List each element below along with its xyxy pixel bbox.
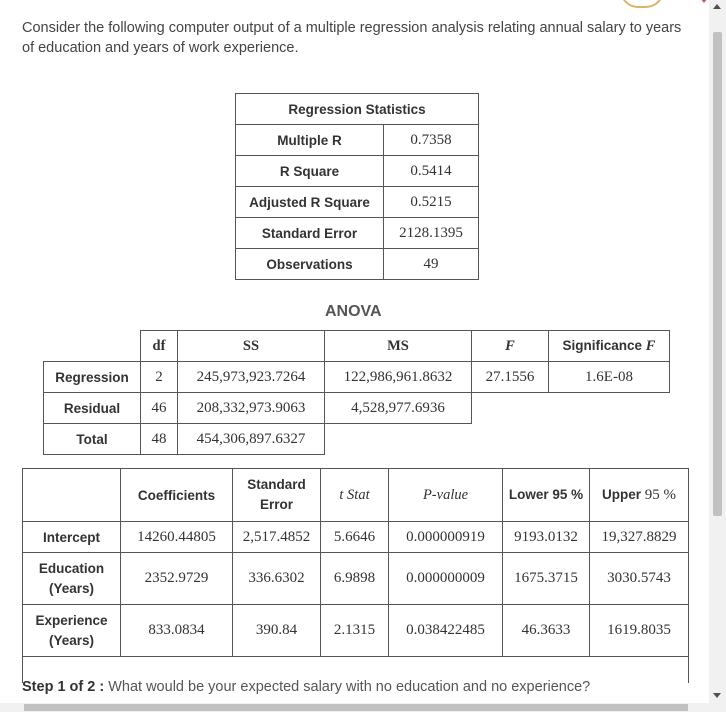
p-cell: 0.000000919 <box>389 522 503 553</box>
ss-cell: 454,306,897.6327 <box>178 424 325 455</box>
empty-cell <box>23 469 121 522</box>
table-row <box>236 156 479 187</box>
f-cell: 27.1556 <box>472 362 549 393</box>
table-row <box>236 249 479 280</box>
upper-cell: 3030.5743 <box>590 553 689 605</box>
standard-error-header: Standard Error <box>233 469 321 522</box>
t-cell: 2.1315 <box>321 605 389 657</box>
scroll-down-icon[interactable] <box>713 693 721 698</box>
coefficients-table <box>22 468 689 683</box>
stat-label: Adjusted R Square <box>236 187 384 218</box>
upper-pct: 95 % <box>644 486 676 503</box>
table-row <box>23 553 689 605</box>
lower-cell: 9193.0132 <box>503 522 590 553</box>
regression-statistics-title: Regression Statistics <box>236 94 479 125</box>
ms-cell: 122,986,961.8632 <box>325 362 472 393</box>
table-row <box>23 605 689 657</box>
upper-label: Upper <box>601 486 645 502</box>
significance-label: Significance <box>562 337 646 353</box>
stat-label: Standard Error <box>236 218 384 249</box>
f-header: F <box>472 331 549 362</box>
upper-cell: 1619.8035 <box>590 605 689 657</box>
vertical-scrollbar[interactable] <box>709 0 726 712</box>
row-label: Total <box>44 424 141 455</box>
p-cell: 0.000000009 <box>389 553 503 605</box>
step-label: Step 1 of 2 : <box>22 679 105 695</box>
badge-icon <box>620 0 664 8</box>
t-stat-header: t Stat <box>321 469 389 522</box>
coef-cell: 833.0834 <box>121 605 233 657</box>
table-row <box>236 125 479 156</box>
step-prompt <box>22 679 590 695</box>
table-row <box>236 218 479 249</box>
empty-cell <box>44 331 141 362</box>
table-row <box>44 424 670 455</box>
table-header-row <box>23 469 689 522</box>
ss-header: SS <box>178 331 325 362</box>
row-label: Residual <box>44 393 141 424</box>
stat-label: Observations <box>236 249 384 280</box>
row-label: Experience (Years) <box>23 605 121 657</box>
lower-95-header: Lower 95 % <box>503 469 590 522</box>
empty-cell <box>472 393 670 424</box>
horizontal-scrollbar[interactable] <box>0 703 709 712</box>
step-question: What would be your expected salary with no education and no experience? <box>108 679 591 695</box>
df-cell: 2 <box>141 362 178 393</box>
intro-text: Consider the following computer output of a multiple regression analysis relating annual salary to years of education and years of work experience. <box>22 20 682 56</box>
chevron-down-icon <box>700 0 708 3</box>
stat-value: 0.5215 <box>384 187 479 218</box>
table-row <box>23 522 689 553</box>
p-value-header: P-value <box>389 469 503 522</box>
row-label: Education (Years) <box>23 553 121 605</box>
table-row <box>44 362 670 393</box>
stat-label: Multiple R <box>236 125 384 156</box>
table-row <box>44 393 670 424</box>
scroll-thumb[interactable] <box>24 704 688 711</box>
df-header: df <box>141 331 178 362</box>
upper-cell: 19,327.8829 <box>590 522 689 553</box>
p-cell: 0.038422485 <box>389 605 503 657</box>
se-cell: 2,517.4852 <box>233 522 321 553</box>
t-cell: 5.6646 <box>321 522 389 553</box>
ms-header: MS <box>325 331 472 362</box>
stat-value: 0.7358 <box>384 125 479 156</box>
stat-label: R Square <box>236 156 384 187</box>
ss-cell: 245,973,923.7264 <box>178 362 325 393</box>
stat-value: 49 <box>384 249 479 280</box>
significance-f-header <box>549 331 670 362</box>
se-cell: 390.84 <box>233 605 321 657</box>
anova-table <box>43 330 670 455</box>
scroll-up-icon[interactable] <box>713 4 721 9</box>
table-header-row <box>44 331 670 362</box>
se-cell: 336.6302 <box>233 553 321 605</box>
regression-statistics-table <box>235 93 479 280</box>
stat-value: 0.5414 <box>384 156 479 187</box>
coef-cell: 14260.44805 <box>121 522 233 553</box>
df-cell: 46 <box>141 393 178 424</box>
scroll-thumb[interactable] <box>713 32 722 516</box>
t-cell: 6.9898 <box>321 553 389 605</box>
lower-cell: 1675.3715 <box>503 553 590 605</box>
empty-cell <box>325 424 670 455</box>
anova-title: ANOVA <box>325 303 382 320</box>
upper-95-header <box>590 469 689 522</box>
coef-cell: 2352.9729 <box>121 553 233 605</box>
lower-cell: 46.3633 <box>503 605 590 657</box>
coefficients-header: Coefficients <box>121 469 233 522</box>
row-label: Regression <box>44 362 141 393</box>
ms-cell: 4,528,977.6936 <box>325 393 472 424</box>
table-row <box>236 187 479 218</box>
stat-value: 2128.1395 <box>384 218 479 249</box>
row-label: Intercept <box>23 522 121 553</box>
ss-cell: 208,332,973.9063 <box>178 393 325 424</box>
df-cell: 48 <box>141 424 178 455</box>
significance-f-letter: F <box>645 337 656 354</box>
significance-cell: 1.6E-08 <box>549 362 670 393</box>
